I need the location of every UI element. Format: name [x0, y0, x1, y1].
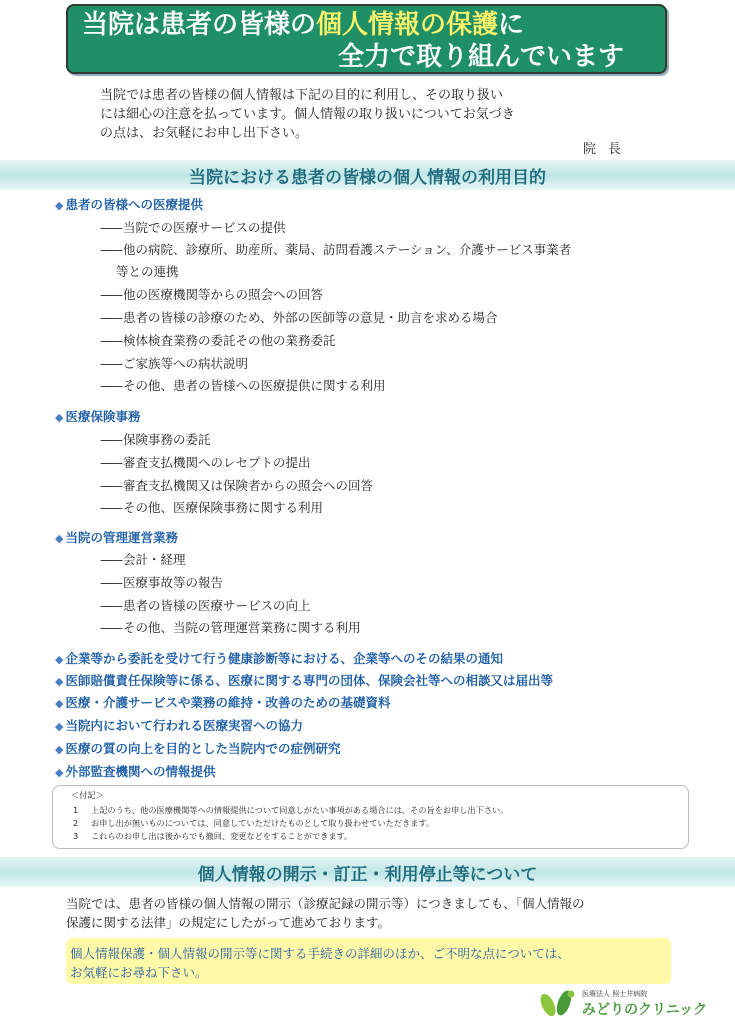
- list-item: —— 医療事故等の報告: [100, 575, 224, 590]
- title-banner: [66, 4, 667, 74]
- diamond-bullet-icon: ◆: [55, 199, 64, 212]
- title-line-2: 全力で取り組んでいます: [338, 42, 625, 72]
- note-text: お申し出が無いものについては、同意していただけたものとして取り扱わせていただきます。: [91, 818, 435, 828]
- diamond-bullet-icon: ◆: [55, 743, 64, 756]
- list-item: —— その他、医療保険事務に関する利用: [100, 500, 324, 515]
- notes-box: [52, 785, 689, 849]
- list-item: —— 患者の皆様の医療サービスの向上: [100, 598, 311, 613]
- note-text: これらのお申し出は後からでも撤回、変更などをすることができます。: [91, 831, 353, 841]
- intro-text: 当院では患者の皆様の個人情報は下記の目的に利用し、その取り扱い には細心の注意を払っています。個人情報の取り扱いについてお気づき の点は、お気軽にお申し出下さい。: [100, 88, 515, 141]
- clinic-logo: [538, 987, 728, 1021]
- group-heading-medical-care: ◆ 患者の皆様への医療提供: [55, 197, 203, 212]
- note-number: 1: [73, 805, 79, 815]
- diamond-bullet-icon: ◆: [55, 720, 64, 733]
- list-item: —— 会計・経理: [100, 552, 186, 567]
- list-item: —— 患者の皆様の診療のため、外部の医師等の意見・助言を求める場合: [100, 310, 498, 325]
- other-purpose-item: ◆ 外部監査機関への情報提供: [55, 764, 216, 779]
- list-item: —— ご家族等への病状説明: [100, 356, 249, 371]
- other-purpose-item: ◆ 医療の質の向上を目的とした当院内での症例研究: [55, 741, 341, 756]
- list-item: —— その他、患者の皆様への医療提供に関する利用: [100, 378, 386, 393]
- note-number: 3: [73, 831, 79, 841]
- list-item: —— 他の医療機関等からの照会への回答: [100, 287, 324, 302]
- title-line-1: 当院は患者の皆様の個人情報の保護に: [82, 10, 525, 40]
- diamond-bullet-icon: ◆: [55, 697, 64, 710]
- section-header-purposes: 当院における患者の皆様の個人情報の利用目的: [0, 160, 735, 190]
- logo-corporation: 医療法人 照士井病院: [582, 990, 648, 998]
- list-item: —— 審査支払機関又は保険者からの照会への回答: [100, 478, 374, 493]
- notes-heading: ＜付記＞: [71, 790, 104, 800]
- diamond-bullet-icon: ◆: [55, 411, 64, 424]
- list-item: —— 他の病院、診療所、助産所、薬局、訪問看護ステーション、介護サービス事業者: [100, 242, 572, 257]
- contact-box: [66, 938, 671, 984]
- diamond-bullet-icon: ◆: [55, 675, 64, 688]
- list-item-continuation: 等との連携: [116, 264, 179, 279]
- list-item: —— 検体検査業務の委託その他の業務委託: [100, 333, 336, 348]
- diamond-bullet-icon: ◆: [55, 653, 64, 666]
- diamond-bullet-icon: ◆: [55, 766, 64, 779]
- section-header-disclosure: 個人情報の開示・訂正・利用停止等について: [0, 857, 735, 887]
- leaf-logo-icon: [538, 987, 578, 1021]
- other-purpose-item: ◆ 医療・介護サービスや業務の維持・改善のための基礎資料: [55, 695, 391, 710]
- note-number: 2: [73, 818, 79, 828]
- other-purpose-item: ◆ 医師賠償責任保険等に係る、医療に関する専門の団体、保険会社等への相談又は届出等: [55, 673, 553, 688]
- other-purpose-item: ◆ 当院内において行われる医療実習への協力: [55, 718, 303, 733]
- signature: 院長: [583, 142, 634, 157]
- title-highlight: 個人情報の保護: [316, 10, 499, 40]
- other-purpose-item: ◆ 企業等から委託を受けて行う健康診断等における、企業等へのその結果の通知: [55, 651, 503, 666]
- list-item: —— 審査支払機関へのレセプトの提出: [100, 455, 311, 470]
- disclosure-text: 当院では、患者の皆様の個人情報の開示（診療記録の開示等）につきましても、「個人情報の 保護に関する法律」の規定にしたがって進めております。: [66, 896, 585, 930]
- diamond-bullet-icon: ◆: [55, 532, 64, 545]
- list-item: —— 当院での医療サービスの提供: [100, 220, 286, 235]
- note-text: 上記のうち、他の医療機関等への情報提供について同意しがたい事項がある場合には、その旨をお申し出下さい。: [91, 805, 509, 815]
- group-heading-management: ◆ 当院の管理運営業務: [55, 530, 178, 545]
- list-item: —— 保険事務の委託: [100, 432, 211, 447]
- contact-text: 個人情報保護・個人情報の開示等に関する手続きの詳細のほか、ご不明な点については、 お気軽にお尋ね下さい。: [70, 946, 570, 980]
- logo-clinic-name: みどりのクリニック: [582, 1002, 708, 1018]
- list-item: —— その他、当院の管理運営業務に関する利用: [100, 620, 361, 635]
- group-heading-insurance: ◆ 医療保険事務: [55, 409, 141, 424]
